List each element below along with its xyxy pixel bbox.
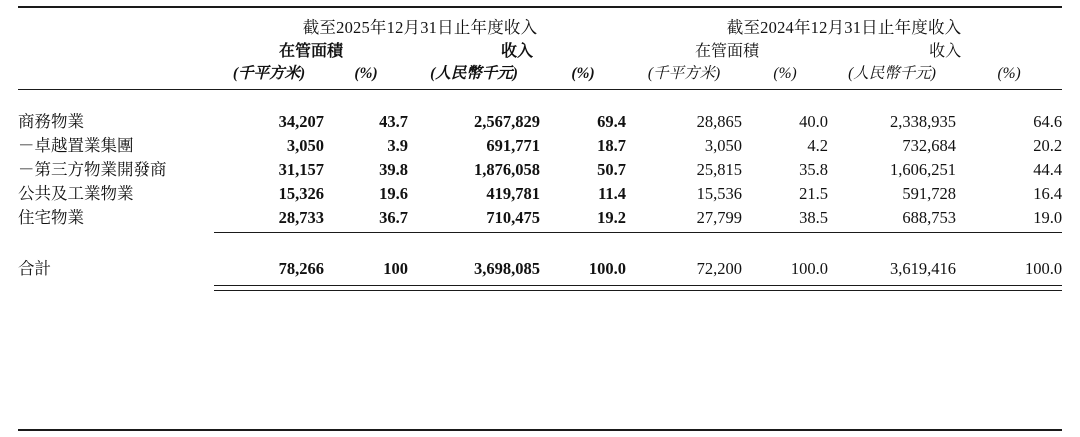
- cell-commercial-gfa-pct-2025: 43.7: [379, 112, 408, 131]
- cell-third-party-gfa-2025: 31,157: [278, 160, 324, 179]
- cell-total-revenue-2025: 3,698,085: [474, 259, 540, 278]
- unit-header-revenue-pct-2024: (%): [997, 65, 1021, 82]
- unit-header-revenue-2024: (人民幣千元): [848, 65, 936, 82]
- cell-third-party-revenue-pct-2024: 44.4: [1033, 160, 1063, 179]
- cell-commercial-revenue-pct-2024: 64.6: [1033, 112, 1063, 131]
- cell-excellence-gfa-pct-2024: 4.2: [807, 136, 829, 155]
- cell-excellence-revenue-pct-2025: 18.7: [597, 136, 627, 155]
- revenue-by-property-type-table: [18, 14, 1062, 291]
- row-label-commercial: 商務物業: [18, 112, 84, 131]
- cell-public-revenue-2024: 591,728: [902, 184, 957, 203]
- table-row: [18, 156, 1062, 180]
- cell-commercial-revenue-2025: 2,567,829: [474, 112, 540, 131]
- cell-public-gfa-2024: 15,536: [696, 184, 743, 203]
- cell-residential-gfa-2025: 28,733: [278, 208, 324, 227]
- cell-total-gfa-2025: 78,266: [278, 259, 324, 278]
- cell-total-gfa-2024: 72,200: [696, 259, 743, 278]
- cell-third-party-revenue-2024: 1,606,251: [890, 160, 957, 179]
- cell-third-party-gfa-2024: 25,815: [696, 160, 743, 179]
- total-row: [18, 255, 1062, 279]
- table-row: [18, 204, 1062, 228]
- table-row: [18, 132, 1062, 156]
- row-label-residential: 住宅物業: [18, 208, 84, 227]
- cell-residential-gfa-pct-2024: 38.5: [799, 208, 829, 227]
- row-label-public-industrial: 公共及工業物業: [18, 184, 134, 203]
- cell-commercial-gfa-2024: 28,865: [696, 112, 743, 131]
- group-header-2025: 截至2025年12月31日止年度收入: [302, 18, 538, 37]
- unit-header-gfa-2024: (千平方米): [647, 65, 721, 82]
- cell-third-party-gfa-pct-2024: 35.8: [799, 160, 829, 179]
- unit-header-gfa-pct-2024: (%): [773, 65, 797, 82]
- cell-total-revenue-pct-2024: 100.0: [1024, 259, 1063, 278]
- unit-header-spacer: [18, 61, 214, 83]
- cell-excellence-gfa-pct-2025: 3.9: [387, 136, 408, 155]
- cell-total-revenue-pct-2025: 100.0: [588, 259, 627, 278]
- cell-public-revenue-pct-2024: 16.4: [1033, 184, 1063, 203]
- cell-residential-revenue-pct-2024: 19.0: [1033, 208, 1063, 227]
- sub-header-revenue-2024: 收入: [929, 43, 962, 60]
- cell-public-gfa-pct-2024: 21.5: [799, 184, 829, 203]
- total-rule-revenue-pct-2024: [956, 286, 1062, 291]
- total-rule-revenue-pct-2025: [540, 286, 626, 291]
- total-rule-gfa-pct-2025: [324, 286, 408, 291]
- cell-residential-revenue-2024: 688,753: [902, 208, 957, 227]
- cell-public-revenue-pct-2025: 11.4: [598, 184, 627, 203]
- cell-residential-revenue-pct-2025: 19.2: [597, 208, 627, 227]
- cell-excellence-gfa-2024: 3,050: [704, 136, 743, 155]
- cell-residential-revenue-2025: 710,475: [486, 208, 540, 227]
- total-gap-row: [18, 233, 1062, 256]
- total-rule-gfa-pct-2024: [742, 286, 828, 291]
- total-rule-revenue-2024: [828, 286, 956, 291]
- group-header-spacer: [18, 14, 214, 38]
- cell-total-revenue-2024: 3,619,416: [890, 259, 957, 278]
- cell-public-gfa-pct-2025: 19.6: [379, 184, 408, 203]
- cell-third-party-revenue-pct-2025: 50.7: [597, 160, 627, 179]
- cell-third-party-revenue-2025: 1,876,058: [474, 160, 540, 179]
- total-double-rule-row: [18, 286, 1062, 291]
- unit-header-revenue-2025: (人民幣千元): [430, 65, 518, 82]
- cell-excellence-gfa-2025: 3,050: [286, 136, 324, 155]
- row-label-excellence-group: －卓越置業集團: [18, 136, 134, 155]
- cell-residential-gfa-pct-2025: 36.7: [379, 208, 408, 227]
- cell-excellence-revenue-2024: 732,684: [902, 136, 957, 155]
- cell-commercial-gfa-2025: 34,207: [278, 112, 324, 131]
- total-rule-gfa-2025: [214, 286, 324, 291]
- sub-header-revenue-2025: 收入: [501, 43, 534, 60]
- bottom-rule: [18, 429, 1062, 431]
- sub-header-gfa-2025: 在管面積: [278, 43, 343, 60]
- unit-header-gfa-pct-2025: (%): [354, 65, 378, 82]
- header-gap-row: [18, 90, 1062, 109]
- cell-public-revenue-2025: 419,781: [486, 184, 540, 203]
- cell-third-party-gfa-pct-2025: 39.8: [379, 160, 408, 179]
- cell-commercial-gfa-pct-2024: 40.0: [799, 112, 829, 131]
- sub-header-row: [18, 38, 1062, 61]
- cell-excellence-revenue-pct-2024: 20.2: [1033, 136, 1063, 155]
- cell-public-gfa-2025: 15,326: [278, 184, 324, 203]
- table-row: [18, 108, 1062, 132]
- cell-commercial-revenue-pct-2025: 69.4: [597, 112, 627, 131]
- total-rule-revenue-2025: [408, 286, 540, 291]
- total-gap: [18, 233, 1062, 256]
- row-label-third-party: －第三方物業開發商: [18, 160, 167, 179]
- table-row: [18, 180, 1062, 204]
- total-rule-spacer: [18, 286, 214, 291]
- group-header-2024: 截至2024年12月31日止年度收入: [726, 18, 962, 37]
- unit-header-revenue-pct-2025: (%): [571, 65, 595, 82]
- top-rule: [18, 6, 1062, 8]
- cell-commercial-revenue-2024: 2,338,935: [890, 112, 957, 131]
- cell-total-gfa-pct-2024: 100.0: [790, 259, 829, 278]
- total-rule-gfa-2024: [626, 286, 742, 291]
- sub-header-spacer: [18, 38, 214, 61]
- cell-excellence-revenue-2025: 691,771: [486, 136, 540, 155]
- sub-header-gfa-2024: 在管面積: [695, 43, 760, 60]
- group-header-row: [18, 14, 1062, 38]
- row-label-total: 合計: [18, 259, 51, 278]
- cell-residential-gfa-2024: 27,799: [696, 208, 743, 227]
- unit-header-gfa-2025: (千平方米): [232, 65, 306, 82]
- header-gap: [18, 90, 1062, 109]
- cell-total-gfa-pct-2025: 100: [383, 259, 408, 278]
- unit-header-row: [18, 61, 1062, 83]
